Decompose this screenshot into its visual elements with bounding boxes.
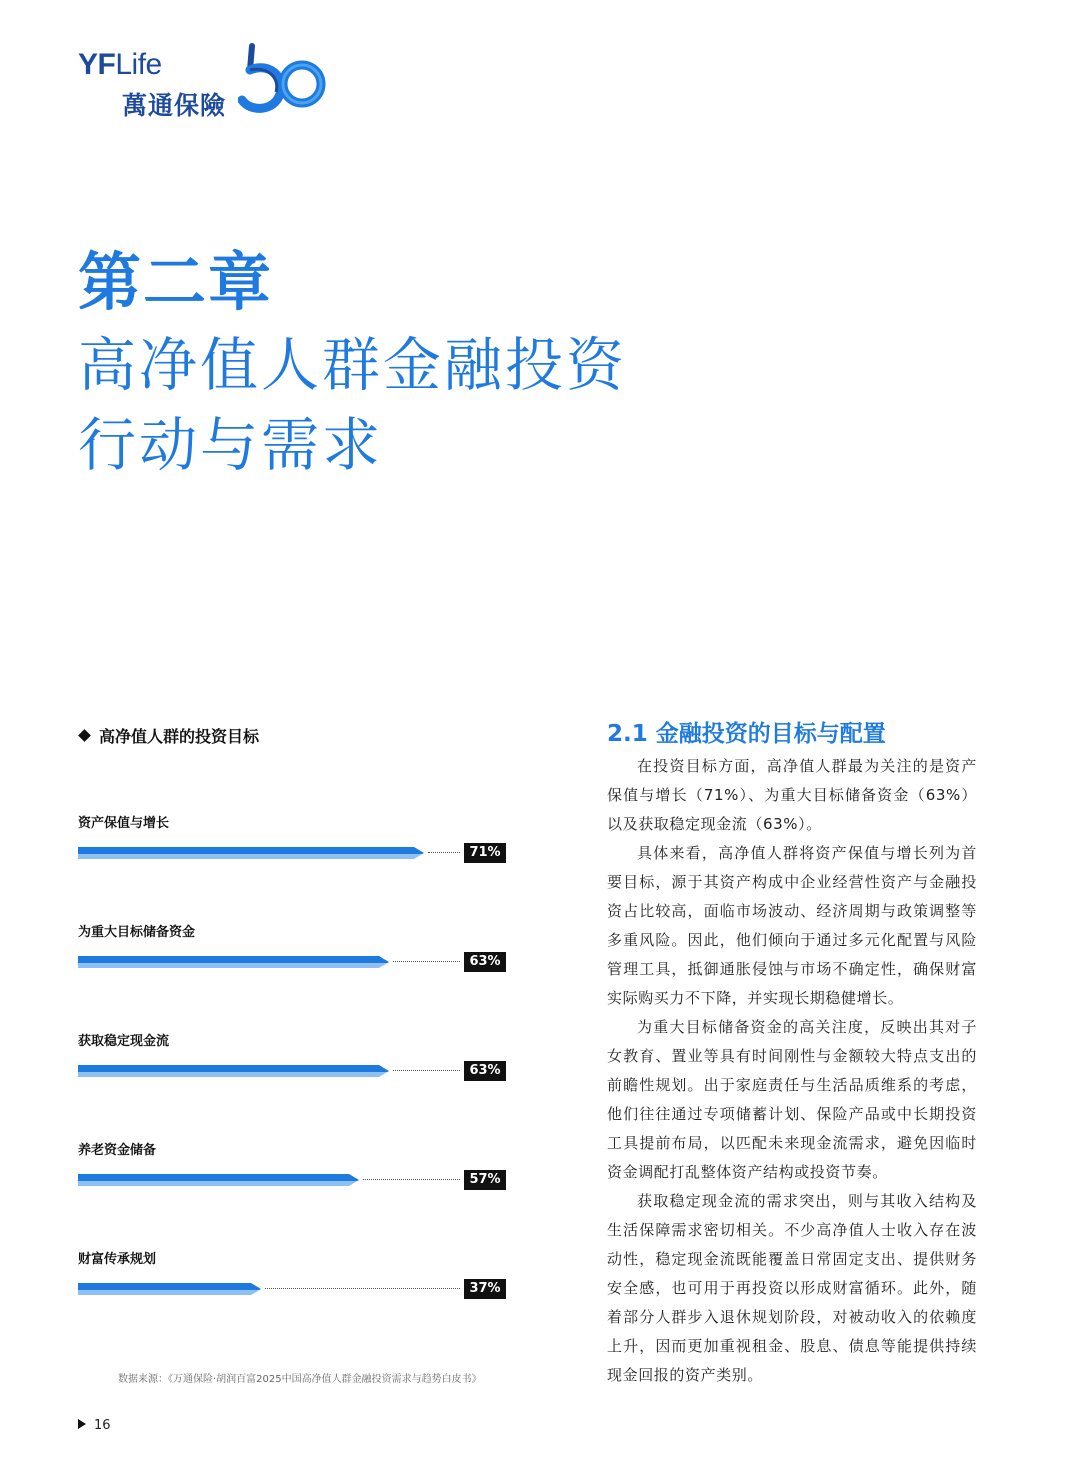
data-source-note: 数据来源：《万通保险·胡润百富2025中国高净值人群金融投资需求与趋势白皮书》 [118, 1374, 482, 1385]
bar-value-label: 63% [464, 952, 506, 972]
chapter-title-line1: 高净值人群金融投资 [78, 331, 628, 399]
body-paragraph: 具体来看，高净值人群将资产保值与增长列为首要目标，源于其资产构成中企业经营性资产与金融投资占比较高，面临市场波动、经济周期与政策调整等多重风险。因此，他们倾向于通过多元化配置与风险管理工具，抵御通胀侵蚀与市场不确定性，确保财富实际购买力不下降，并实现长期稳健增长。 [607, 844, 977, 1007]
page-number-text: 16 [94, 1418, 111, 1433]
section-body [607, 752, 977, 1390]
bar-leader-dots [393, 961, 460, 962]
bar-fill [78, 1065, 389, 1077]
chart-title-text: 高净值人群的投资目标 [99, 727, 260, 746]
bar-row [78, 1174, 506, 1186]
chart-title [80, 724, 259, 747]
bar-row [78, 847, 506, 859]
bar-category-label: 获取稳定现金流 [78, 1034, 170, 1049]
bar-category-label: 资产保值与增长 [78, 816, 170, 831]
bar-fill [78, 956, 389, 968]
bar-value-label: 71% [464, 843, 506, 863]
bar-leader-dots [428, 852, 460, 853]
chapter-title [78, 325, 627, 485]
bar-row [78, 1065, 506, 1077]
body-paragraph: 为重大目标储备资金的高关注度，反映出其对子女教育、置业等具有时间刚性与金额较大特点支出的前瞻性规划。出于家庭责任与生活品质维系的考虑，他们往往通过专项储蓄计划、保险产品或中长期投资工具提前布局，以匹配未来现金流需求，避免因临时资金调配打乱整体资产结构或投资节奏。 [607, 1018, 977, 1181]
chapter-number: 第二章 [78, 246, 273, 319]
bar-fill [78, 847, 424, 859]
brand-logo [78, 40, 328, 120]
bar-leader-dots [393, 1070, 460, 1071]
bar-category-label: 养老资金储备 [78, 1143, 157, 1158]
chapter-title-line2: 行动与需求 [78, 411, 384, 479]
bar-fill [78, 1174, 359, 1186]
body-paragraph: 在投资目标方面，高净值人群最为关注的是资产保值与增长（71%）、为重大目标储备资金（63%）以及获取稳定现金流（63%）。 [607, 757, 977, 833]
bar-value-label: 37% [464, 1279, 506, 1299]
bar-fill [78, 1283, 261, 1295]
triangle-marker-icon [78, 1419, 86, 1429]
body-paragraph: 获取稳定现金流的需求突出，则与其收入结构及生活保障需求密切相关。不少高净值人士收入存在波动性，稳定现金流既能覆盖日常固定支出、提供财务安全感，也可用于再投资以形成财富循环。此外，随着部分人群步入退休规划阶段，对被动收入的依赖度上升，因而更加重视租金、股息、债息等能提供持续现金回报的资产类别。 [607, 1192, 977, 1384]
bar-leader-dots [265, 1288, 460, 1289]
anniversary-50-logo [238, 40, 328, 120]
bar-row [78, 1283, 506, 1295]
page-number [78, 1418, 111, 1433]
bar-value-label: 63% [464, 1061, 506, 1081]
diamond-bullet-icon [78, 729, 91, 742]
logo-wordmark-bold: YF [78, 48, 116, 81]
logo-chinese-name: 萬通保險 [122, 91, 227, 120]
logo-wordmark [78, 48, 162, 82]
bar-value-label: 57% [464, 1170, 506, 1190]
bar-row [78, 956, 506, 968]
bar-category-label: 财富传承规划 [78, 1252, 157, 1267]
bar-category-label: 为重大目标储备资金 [78, 925, 196, 940]
section-heading: 2.1 金融投资的目标与配置 [607, 721, 886, 747]
logo-wordmark-thin: Life [115, 48, 162, 81]
bar-leader-dots [363, 1179, 460, 1180]
